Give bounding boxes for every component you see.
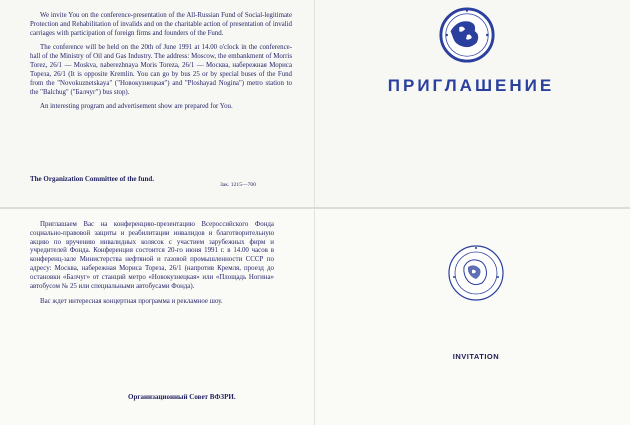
invitation-card-english [0, 0, 630, 207]
russian-paragraph-1: Приглашаем Вас на конференцию-презентацию Всероссийского Фонда социально-правовой защиты и реабилитации инвалидов и благотворительную акцию по вручению инвалидных колясок с участием зарубежных фирм и учредителей Фонда. Конференция состоится 20-го июня 1991 г. в 14.00 часов в конференц-зале Министерства нефтяной и газовой промышленности СССР по адресу: Москва, набережная Мориса Тореза, 26/1 (напротив Кремля, проезд до остановки «Балчуг» от станций метро «Новокузнецкая» или «Площадь Ногина» автобусом № 25 или специальными автобусами Фонда). [30, 221, 274, 290]
fund-globe-emblem-icon [438, 6, 496, 64]
russian-paragraph-2: Вас ждет интересная концертная программа и рекламное шоу. [40, 297, 223, 305]
english-title: INVITATION [452, 352, 500, 361]
english-paragraph-3: An interesting program and advertisement show are prepared for You. [40, 103, 233, 111]
english-paragraph-2: The conference will be held on the 20th of June 1991 at 14.00 o'clock in the conference-hall of the Ministry of Oil and Gas Industry. The address: Moscow, the embankment of Morris Torez, 26/1 — Moskva, naberezhnaya Moris Toreza, 26/1 — Москва, набережная Мориса Тореза, 26/1 (It is opposite Kremlin. You can go by bus 25 or by special buses of the Fund from the "Novokuznetskaya" ("Новокузнецкая") and "Ploshayad Nogina") metro station to the "Balchug" ("Балчуг") bus stop). [30, 44, 292, 96]
english-signature: The Organization Committee of the fund. [30, 175, 155, 183]
fund-globe-emblem-icon [446, 243, 506, 303]
english-paragraph-1: We invite You on the conference-presentation of the All-Russian Fund of Social-legitimate Protection and Rehabilitation of invalids and on the charitable action of presentation of invalid carriages with participation of foreign firms and founders of the Fund. [30, 12, 292, 37]
russian-text-panel [30, 221, 274, 401]
print-order-code: Зак. 1215—700 [220, 182, 256, 188]
invitation-card-russian [0, 209, 630, 425]
english-cover-panel [318, 209, 630, 425]
russian-signature: Организационный Совет ВФЗРИ. [128, 393, 236, 401]
english-text-panel [30, 12, 292, 188]
card-fold [314, 209, 315, 425]
card-fold [314, 0, 315, 207]
russian-cover-panel [318, 0, 630, 207]
russian-title: ПРИГЛАШЕНИЕ [387, 76, 555, 95]
